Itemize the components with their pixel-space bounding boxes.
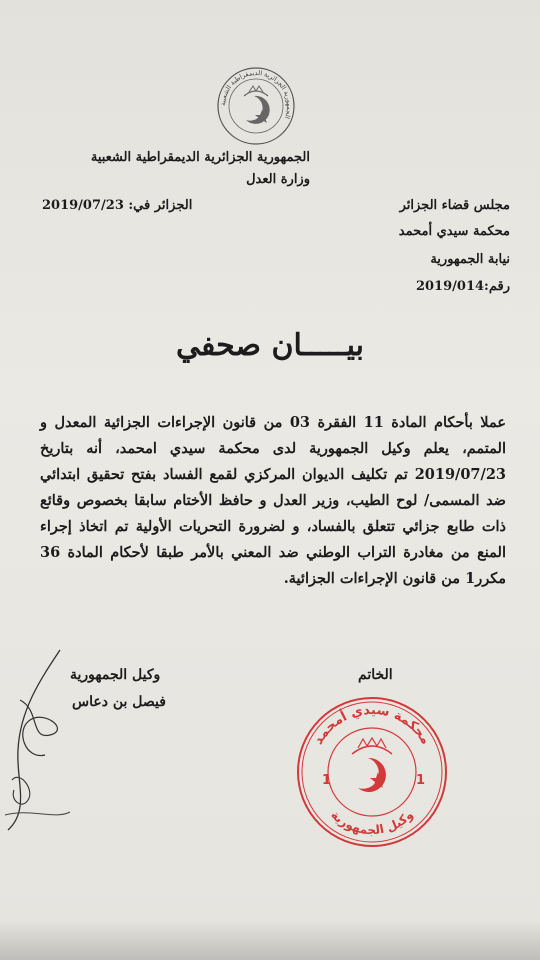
court-name: محكمة سيدي أمحمد (398, 224, 510, 239)
seal-top-text: محكمة سيدي أمحمد (311, 702, 433, 748)
court-seal-stamp (292, 692, 452, 852)
emblem-ring-text: الجمهورية الجزائرية الديمقراطية الشعبية (218, 68, 294, 120)
body-text (40, 410, 506, 592)
seal-emblem-icon (352, 738, 392, 792)
header-ministry: وزارة العدل (246, 172, 310, 187)
page-title: بيـــــان صحفي (176, 328, 364, 363)
court-office: نيابة الجمهورية (430, 252, 510, 267)
photo-shadow (0, 920, 540, 960)
seal-number-right: 1 (416, 773, 426, 788)
handwritten-signature (0, 640, 110, 840)
header-republic: الجمهورية الجزائرية الديمقراطية الشعبية (90, 150, 310, 165)
algeria-emblem-icon (216, 66, 296, 146)
body-paragraph: عملا بأحكام المادة 11 الفقرة 03 من قانون الإجراءات الجزائية المعدل و المتمم، يعلم وكيل الجمهورية لدى محكمة سيدي امحمد، أنه بتاريخ 2019/07/23 تم تكليف الديوان المركزي لقمع الفساد بفتح تحقيق ابتدائي ضد المسمى/ لوح الطيب، وزير العدل و حافظ الأختام سابقا بخصوص وقائع ذات طابع جزائي تتعلق بالفساد، و لضرورة التحريات الأولية تم اتخاذ إجراء المنع من مغادرة التراب الوطني ضد المعني بالأمر طبقا لأحكام المادة 36 مكرر1 من قانون الإجراءات الجزائية. (40, 414, 506, 587)
seal-number-left: 1 (322, 773, 332, 788)
date-line: الجزائر في: 2019/07/23 (42, 198, 193, 213)
court-council: مجلس قضاء الجزائر (399, 198, 510, 213)
signature-title: وكيل الجمهورية (70, 667, 161, 683)
seal-label: الخاتم (358, 667, 393, 683)
signature-name: فيصل بن دعاس (72, 694, 166, 710)
seal-bottom-text: وكيل الجمهورية (328, 807, 416, 838)
reference-number: رقم:2019/014 (415, 279, 510, 294)
